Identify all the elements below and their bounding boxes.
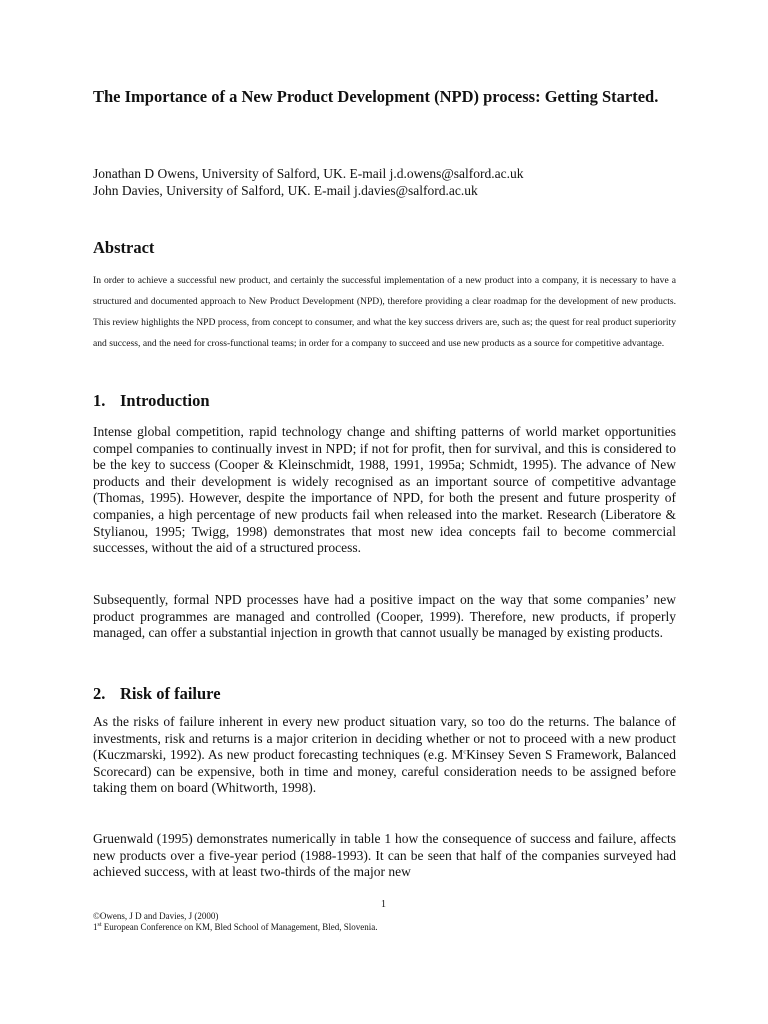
author-line: John Davies, University of Salford, UK. E-mail j.davies@salford.ac.uk — [93, 183, 478, 198]
footer-conference: 1st European Conference on KM, Bled School of Management, Bled, Slovenia. — [93, 922, 378, 932]
abstract-heading: Abstract — [93, 238, 155, 257]
paragraph: Gruenwald (1995) demonstrates numerically in table 1 how the consequence of success and failure, affects new products over a five-year period (1988-1993). It can be seen that half of the companies surveyed had achieved success, with at least two-thirds of the major new — [93, 831, 676, 880]
page-number: 1 — [381, 899, 386, 910]
section-number: 2. — [93, 684, 106, 703]
section-title: Introduction — [120, 391, 210, 410]
paragraph: As the risks of failure inherent in every new product situation vary, so too do the returns. The balance of investments, risk and returns is a major criterion in deciding whether or not to proceed with a new product (Kuczmarski, 1992). As new product forecasting techniques (e.g. $M^cKinsey$ Seven S Framework, Balanced Scorecard) can be expensive, both in time and money, careful consideration needs to be assigned before taking them on board (Whitworth, 1998). — [93, 714, 677, 796]
author-line: Jonathan D Owens, University of Salford, UK. E-mail j.d.owens@salford.ac.uk — [93, 166, 524, 181]
paragraph: Intense global competition, rapid technology change and shifting patterns of world market opportunities compel companies to continually invest in NPD; if not for profit, then for survival, and this is considered to be the key to success (Cooper & Kleinschmidt, 1988, 1991, 1995a; Schmidt, 1995). The advance of New products and their development is widely recognised as an important source of competitive advantage (Thomas, 1995). However, despite the importance of NPD, for both the present and future prosperity of companies, a high percentage of new products fail when released into the market. Research (Liberatore & Stylianou, 1995; Twigg, 1998) demonstrates that most new idea concepts fail to become commercial successes, without the aid of a structured process. — [93, 424, 676, 556]
page-footer — [93, 911, 676, 933]
section-heading-introduction — [93, 391, 210, 411]
section-title: Risk of failure — [120, 684, 221, 703]
author-block — [93, 165, 676, 199]
abstract-body: In order to achieve a successful new product, and certainly the successful implementation of a new product into a company, it is necessary to have a structured and documented approach to New Product Development (NPD), therefore providing a clear roadmap for the development of new products. This review highlights the NPD process, from concept to consumer, and what the key success drivers are, such as; the quest for real product superiority and success, and the need for cross-functional teams; in order for a company to succeed and use new products as a source for competitive advantage. — [93, 275, 676, 349]
paragraph: Subsequently, formal NPD processes have had a positive impact on the way that some companies’ new product programmes are managed and controlled (Cooper, 1999). Therefore, new products, if properly managed, can offer a substantial injection in growth that cannot usually be managed by existing products. — [93, 592, 676, 641]
footer-copyright: ©Owens, J D and Davies, J (2000) — [93, 911, 219, 921]
paper-title: The Importance of a New Product Development (NPD) process: Getting Started. — [93, 87, 659, 106]
section-number: 1. — [93, 391, 106, 410]
section-heading-risk-of-failure — [93, 684, 221, 704]
